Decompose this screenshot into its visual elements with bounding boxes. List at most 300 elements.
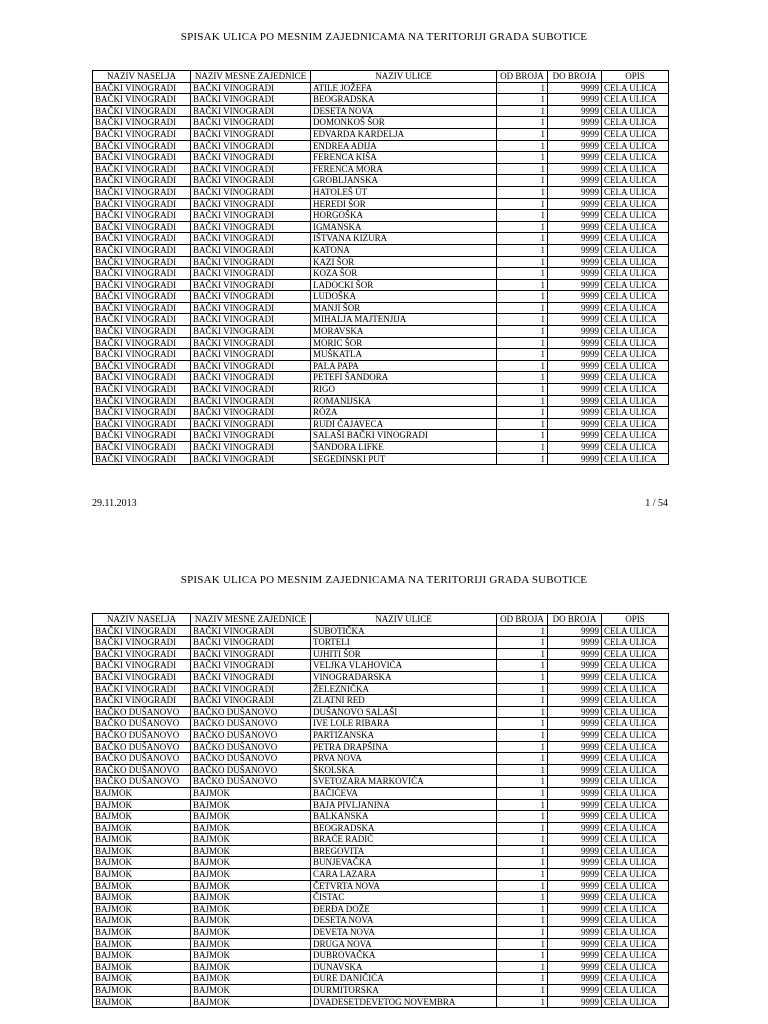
cell-from: 1 bbox=[497, 753, 548, 765]
cell-street: BEOGRADSKA bbox=[311, 822, 497, 834]
table-row bbox=[93, 442, 669, 454]
cell-street: DUBROVAČKA bbox=[311, 950, 497, 962]
cell-from: 1 bbox=[497, 637, 548, 649]
cell-description: CELA ULICA bbox=[602, 453, 669, 465]
table-header-row bbox=[93, 614, 669, 626]
col-header-settlement: NAZIV NASELJA bbox=[93, 614, 191, 626]
cell-community: BAČKI VINOGRADI bbox=[191, 279, 311, 291]
cell-description: CELA ULICA bbox=[602, 407, 669, 419]
cell-description: CELA ULICA bbox=[602, 372, 669, 384]
cell-description: CELA ULICA bbox=[602, 326, 669, 338]
cell-from: 1 bbox=[497, 683, 548, 695]
cell-to: 9999 bbox=[548, 256, 602, 268]
cell-street: HEREDI ŠOR bbox=[311, 198, 497, 210]
cell-settlement: BAJMOK bbox=[93, 915, 191, 927]
cell-settlement: BAČKI VINOGRADI bbox=[93, 221, 191, 233]
cell-to: 9999 bbox=[548, 927, 602, 939]
table-row bbox=[93, 753, 669, 765]
cell-settlement: BAJMOK bbox=[93, 787, 191, 799]
table-row bbox=[93, 302, 669, 314]
cell-from: 1 bbox=[497, 82, 548, 94]
cell-street: RUDI ČAJAVECA bbox=[311, 418, 497, 430]
cell-street: DEVETA NOVA bbox=[311, 927, 497, 939]
cell-description: CELA ULICA bbox=[602, 753, 669, 765]
table-row bbox=[93, 938, 669, 950]
cell-community: BAČKI VINOGRADI bbox=[191, 418, 311, 430]
cell-to: 9999 bbox=[548, 892, 602, 904]
cell-from: 1 bbox=[497, 845, 548, 857]
table-row bbox=[93, 764, 669, 776]
cell-settlement: BAČKI VINOGRADI bbox=[93, 210, 191, 222]
cell-description: CELA ULICA bbox=[602, 729, 669, 741]
table-row bbox=[93, 372, 669, 384]
cell-description: CELA ULICA bbox=[602, 140, 669, 152]
cell-to: 9999 bbox=[548, 695, 602, 707]
cell-to: 9999 bbox=[548, 442, 602, 454]
cell-street: RÓZA bbox=[311, 407, 497, 419]
cell-community: BAJMOK bbox=[191, 973, 311, 985]
cell-settlement: BAČKI VINOGRADI bbox=[93, 418, 191, 430]
cell-from: 1 bbox=[497, 326, 548, 338]
cell-description: CELA ULICA bbox=[602, 845, 669, 857]
cell-description: CELA ULICA bbox=[602, 938, 669, 950]
cell-from: 1 bbox=[497, 453, 548, 465]
table-row bbox=[93, 291, 669, 303]
cell-community: BAČKO DUŠANOVO bbox=[191, 776, 311, 788]
cell-settlement: BAJMOK bbox=[93, 811, 191, 823]
table-row bbox=[93, 811, 669, 823]
cell-community: BAČKI VINOGRADI bbox=[191, 198, 311, 210]
cell-from: 1 bbox=[497, 799, 548, 811]
table-row bbox=[93, 349, 669, 361]
cell-community: BAČKI VINOGRADI bbox=[191, 326, 311, 338]
cell-street: ŽELEZNIČKA bbox=[311, 683, 497, 695]
cell-settlement: BAČKI VINOGRADI bbox=[93, 105, 191, 117]
cell-from: 1 bbox=[497, 105, 548, 117]
cell-settlement: BAČKI VINOGRADI bbox=[93, 337, 191, 349]
cell-description: CELA ULICA bbox=[602, 973, 669, 985]
cell-description: CELA ULICA bbox=[602, 961, 669, 973]
cell-from: 1 bbox=[497, 442, 548, 454]
table-row bbox=[93, 834, 669, 846]
cell-community: BAJMOK bbox=[191, 822, 311, 834]
streets-table bbox=[92, 70, 669, 465]
cell-from: 1 bbox=[497, 880, 548, 892]
cell-from: 1 bbox=[497, 671, 548, 683]
cell-street: LUDOŠKA bbox=[311, 291, 497, 303]
cell-from: 1 bbox=[497, 764, 548, 776]
cell-from: 1 bbox=[497, 314, 548, 326]
cell-from: 1 bbox=[497, 938, 548, 950]
cell-description: CELA ULICA bbox=[602, 302, 669, 314]
cell-to: 9999 bbox=[548, 279, 602, 291]
cell-from: 1 bbox=[497, 94, 548, 106]
cell-settlement: BAČKI VINOGRADI bbox=[93, 128, 191, 140]
table-row bbox=[93, 326, 669, 338]
table-row bbox=[93, 961, 669, 973]
cell-settlement: BAJMOK bbox=[93, 996, 191, 1008]
cell-from: 1 bbox=[497, 787, 548, 799]
cell-street: KAZI ŠOR bbox=[311, 256, 497, 268]
table-row bbox=[93, 880, 669, 892]
cell-street: ENDREA ADIJA bbox=[311, 140, 497, 152]
cell-community: BAJMOK bbox=[191, 938, 311, 950]
cell-to: 9999 bbox=[548, 82, 602, 94]
cell-description: CELA ULICA bbox=[602, 660, 669, 672]
table-row bbox=[93, 869, 669, 881]
cell-from: 1 bbox=[497, 372, 548, 384]
cell-from: 1 bbox=[497, 152, 548, 164]
cell-street: PETRA DRAPŠINA bbox=[311, 741, 497, 753]
cell-from: 1 bbox=[497, 985, 548, 997]
table-row bbox=[93, 950, 669, 962]
table-row bbox=[93, 660, 669, 672]
cell-settlement: BAČKO DUŠANOVO bbox=[93, 718, 191, 730]
cell-community: BAJMOK bbox=[191, 799, 311, 811]
cell-settlement: BAČKI VINOGRADI bbox=[93, 302, 191, 314]
cell-street: ČETVRTA NOVA bbox=[311, 880, 497, 892]
cell-from: 1 bbox=[497, 996, 548, 1008]
cell-street: MORAVSKA bbox=[311, 326, 497, 338]
cell-community: BAČKI VINOGRADI bbox=[191, 244, 311, 256]
cell-description: CELA ULICA bbox=[602, 671, 669, 683]
cell-street: LADOCKI ŠOR bbox=[311, 279, 497, 291]
cell-description: CELA ULICA bbox=[602, 128, 669, 140]
cell-settlement: BAJMOK bbox=[93, 973, 191, 985]
cell-street: SALAŠI BAČKI VINOGRADI bbox=[311, 430, 497, 442]
cell-community: BAČKI VINOGRADI bbox=[191, 349, 311, 361]
cell-to: 9999 bbox=[548, 291, 602, 303]
cell-to: 9999 bbox=[548, 857, 602, 869]
cell-settlement: BAJMOK bbox=[93, 822, 191, 834]
cell-street: VELJKA VLAHOVIĆA bbox=[311, 660, 497, 672]
cell-settlement: BAČKI VINOGRADI bbox=[93, 360, 191, 372]
table-row bbox=[93, 822, 669, 834]
cell-street: DUNAVSKA bbox=[311, 961, 497, 973]
col-header-community: NAZIV MESNE ZAJEDNICE bbox=[191, 71, 311, 83]
cell-settlement: BAČKO DUŠANOVO bbox=[93, 729, 191, 741]
cell-community: BAČKI VINOGRADI bbox=[191, 186, 311, 198]
cell-settlement: BAČKI VINOGRADI bbox=[93, 648, 191, 660]
cell-street: ŠKOLSKA bbox=[311, 764, 497, 776]
cell-settlement: BAJMOK bbox=[93, 903, 191, 915]
col-header-description: OPIS bbox=[602, 71, 669, 83]
cell-description: CELA ULICA bbox=[602, 811, 669, 823]
cell-community: BAČKO DUŠANOVO bbox=[191, 741, 311, 753]
col-header-to: DO BROJA bbox=[548, 614, 602, 626]
cell-from: 1 bbox=[497, 811, 548, 823]
cell-from: 1 bbox=[497, 233, 548, 245]
cell-description: CELA ULICA bbox=[602, 337, 669, 349]
cell-to: 9999 bbox=[548, 961, 602, 973]
cell-community: BAČKI VINOGRADI bbox=[191, 291, 311, 303]
cell-settlement: BAČKI VINOGRADI bbox=[93, 314, 191, 326]
cell-description: CELA ULICA bbox=[602, 695, 669, 707]
cell-street: SEGEDINSKI PUT bbox=[311, 453, 497, 465]
cell-street: ŠANDORA LIFKE bbox=[311, 442, 497, 454]
cell-description: CELA ULICA bbox=[602, 915, 669, 927]
table-row bbox=[93, 395, 669, 407]
cell-to: 9999 bbox=[548, 186, 602, 198]
cell-community: BAČKI VINOGRADI bbox=[191, 105, 311, 117]
cell-description: CELA ULICA bbox=[602, 117, 669, 129]
cell-community: BAJMOK bbox=[191, 845, 311, 857]
cell-from: 1 bbox=[497, 729, 548, 741]
cell-street: KATONA bbox=[311, 244, 497, 256]
cell-from: 1 bbox=[497, 430, 548, 442]
cell-street: PETEFI ŠANDORA bbox=[311, 372, 497, 384]
cell-from: 1 bbox=[497, 695, 548, 707]
streets-table bbox=[92, 613, 669, 1008]
cell-to: 9999 bbox=[548, 764, 602, 776]
cell-street: DESETA NOVA bbox=[311, 105, 497, 117]
cell-settlement: BAČKI VINOGRADI bbox=[93, 695, 191, 707]
cell-settlement: BAČKI VINOGRADI bbox=[93, 94, 191, 106]
table-row bbox=[93, 927, 669, 939]
cell-street: ĐERĐA DOŽE bbox=[311, 903, 497, 915]
cell-from: 1 bbox=[497, 741, 548, 753]
cell-from: 1 bbox=[497, 776, 548, 788]
cell-description: CELA ULICA bbox=[602, 94, 669, 106]
cell-description: CELA ULICA bbox=[602, 360, 669, 372]
cell-community: BAČKI VINOGRADI bbox=[191, 430, 311, 442]
cell-to: 9999 bbox=[548, 210, 602, 222]
cell-from: 1 bbox=[497, 128, 548, 140]
cell-description: CELA ULICA bbox=[602, 152, 669, 164]
cell-street: MIHALJA MAJTENJIJA bbox=[311, 314, 497, 326]
cell-street: BUNJEVAČKA bbox=[311, 857, 497, 869]
cell-to: 9999 bbox=[548, 337, 602, 349]
cell-street: IVE LOLE RIBARA bbox=[311, 718, 497, 730]
cell-description: CELA ULICA bbox=[602, 210, 669, 222]
col-header-from: OD BROJA bbox=[497, 614, 548, 626]
cell-settlement: BAČKI VINOGRADI bbox=[93, 683, 191, 695]
cell-to: 9999 bbox=[548, 175, 602, 187]
cell-settlement: BAČKI VINOGRADI bbox=[93, 82, 191, 94]
cell-from: 1 bbox=[497, 869, 548, 881]
cell-description: CELA ULICA bbox=[602, 799, 669, 811]
cell-description: CELA ULICA bbox=[602, 903, 669, 915]
table-row bbox=[93, 845, 669, 857]
cell-description: CELA ULICA bbox=[602, 233, 669, 245]
cell-from: 1 bbox=[497, 163, 548, 175]
cell-to: 9999 bbox=[548, 973, 602, 985]
cell-settlement: BAČKI VINOGRADI bbox=[93, 163, 191, 175]
cell-settlement: BAJMOK bbox=[93, 834, 191, 846]
cell-to: 9999 bbox=[548, 915, 602, 927]
cell-settlement: BAČKI VINOGRADI bbox=[93, 198, 191, 210]
col-header-settlement: NAZIV NASELJA bbox=[93, 71, 191, 83]
cell-to: 9999 bbox=[548, 938, 602, 950]
table-row bbox=[93, 244, 669, 256]
cell-to: 9999 bbox=[548, 349, 602, 361]
cell-street: ĐURE DANIČIĆA bbox=[311, 973, 497, 985]
table-row bbox=[93, 741, 669, 753]
page-title: SPISAK ULICA PO MESNIM ZAJEDNICAMA NA TERITORIJI GRADA SUBOTICE bbox=[180, 574, 588, 586]
cell-community: BAJMOK bbox=[191, 857, 311, 869]
cell-community: BAČKI VINOGRADI bbox=[191, 117, 311, 129]
table-row bbox=[93, 210, 669, 222]
cell-from: 1 bbox=[497, 244, 548, 256]
cell-street: ZLATNI RED bbox=[311, 695, 497, 707]
table-row bbox=[93, 787, 669, 799]
cell-to: 9999 bbox=[548, 741, 602, 753]
cell-community: BAJMOK bbox=[191, 996, 311, 1008]
cell-description: CELA ULICA bbox=[602, 314, 669, 326]
table-row bbox=[93, 105, 669, 117]
table-row bbox=[93, 892, 669, 904]
cell-community: BAČKI VINOGRADI bbox=[191, 82, 311, 94]
cell-street: FERENCA KIŠA bbox=[311, 152, 497, 164]
table-row bbox=[93, 903, 669, 915]
cell-settlement: BAČKI VINOGRADI bbox=[93, 186, 191, 198]
cell-street: FERENCA MORA bbox=[311, 163, 497, 175]
cell-from: 1 bbox=[497, 822, 548, 834]
cell-to: 9999 bbox=[548, 117, 602, 129]
cell-to: 9999 bbox=[548, 683, 602, 695]
cell-street: HATOLEŠ ÚT bbox=[311, 186, 497, 198]
cell-description: CELA ULICA bbox=[602, 834, 669, 846]
cell-from: 1 bbox=[497, 349, 548, 361]
cell-to: 9999 bbox=[548, 811, 602, 823]
cell-from: 1 bbox=[497, 950, 548, 962]
cell-from: 1 bbox=[497, 648, 548, 660]
cell-community: BAJMOK bbox=[191, 834, 311, 846]
table-row bbox=[93, 799, 669, 811]
cell-to: 9999 bbox=[548, 418, 602, 430]
table-row bbox=[93, 857, 669, 869]
cell-street: VINOGRADARSKA bbox=[311, 671, 497, 683]
table-row bbox=[93, 221, 669, 233]
table-row bbox=[93, 430, 669, 442]
cell-street: ROMANIJSKA bbox=[311, 395, 497, 407]
cell-community: BAJMOK bbox=[191, 811, 311, 823]
cell-community: BAČKI VINOGRADI bbox=[191, 683, 311, 695]
cell-settlement: BAČKI VINOGRADI bbox=[93, 349, 191, 361]
cell-to: 9999 bbox=[548, 718, 602, 730]
table-row bbox=[93, 915, 669, 927]
cell-from: 1 bbox=[497, 418, 548, 430]
cell-street: SUBOTIČKA bbox=[311, 625, 497, 637]
cell-community: BAČKI VINOGRADI bbox=[191, 210, 311, 222]
cell-from: 1 bbox=[497, 718, 548, 730]
cell-street: IŠTVANA KIZURA bbox=[311, 233, 497, 245]
table-row bbox=[93, 360, 669, 372]
table-row bbox=[93, 453, 669, 465]
cell-from: 1 bbox=[497, 834, 548, 846]
cell-street: IGMANSKA bbox=[311, 221, 497, 233]
cell-description: CELA ULICA bbox=[602, 279, 669, 291]
cell-description: CELA ULICA bbox=[602, 105, 669, 117]
cell-description: CELA ULICA bbox=[602, 950, 669, 962]
cell-settlement: BAJMOK bbox=[93, 938, 191, 950]
cell-to: 9999 bbox=[548, 869, 602, 881]
cell-street: PARTIZANSKA bbox=[311, 729, 497, 741]
cell-description: CELA ULICA bbox=[602, 892, 669, 904]
cell-description: CELA ULICA bbox=[602, 787, 669, 799]
cell-from: 1 bbox=[497, 395, 548, 407]
cell-community: BAČKO DUŠANOVO bbox=[191, 706, 311, 718]
cell-community: BAČKI VINOGRADI bbox=[191, 453, 311, 465]
cell-settlement: BAČKI VINOGRADI bbox=[93, 256, 191, 268]
cell-to: 9999 bbox=[548, 996, 602, 1008]
cell-from: 1 bbox=[497, 407, 548, 419]
cell-description: CELA ULICA bbox=[602, 395, 669, 407]
cell-street: KOZA ŠOR bbox=[311, 268, 497, 280]
cell-to: 9999 bbox=[548, 372, 602, 384]
cell-street: SVETOZARA MARKOVIĆA bbox=[311, 776, 497, 788]
cell-street: CARA LAZARA bbox=[311, 869, 497, 881]
table-row bbox=[93, 268, 669, 280]
cell-street: EDVARDA KARDELJA bbox=[311, 128, 497, 140]
table-row bbox=[93, 718, 669, 730]
cell-to: 9999 bbox=[548, 221, 602, 233]
cell-from: 1 bbox=[497, 117, 548, 129]
cell-settlement: BAČKI VINOGRADI bbox=[93, 117, 191, 129]
cell-to: 9999 bbox=[548, 453, 602, 465]
table-row bbox=[93, 152, 669, 164]
cell-to: 9999 bbox=[548, 822, 602, 834]
cell-to: 9999 bbox=[548, 105, 602, 117]
cell-from: 1 bbox=[497, 268, 548, 280]
cell-settlement: BAČKI VINOGRADI bbox=[93, 430, 191, 442]
table-row bbox=[93, 729, 669, 741]
table-row bbox=[93, 94, 669, 106]
cell-description: CELA ULICA bbox=[602, 163, 669, 175]
cell-settlement: BAČKI VINOGRADI bbox=[93, 660, 191, 672]
cell-street: BAČIĆEVA bbox=[311, 787, 497, 799]
table-row bbox=[93, 128, 669, 140]
table-row bbox=[93, 706, 669, 718]
cell-to: 9999 bbox=[548, 326, 602, 338]
cell-description: CELA ULICA bbox=[602, 175, 669, 187]
cell-street: DESETA NOVA bbox=[311, 915, 497, 927]
cell-settlement: BAČKI VINOGRADI bbox=[93, 152, 191, 164]
col-header-description: OPIS bbox=[602, 614, 669, 626]
cell-to: 9999 bbox=[548, 407, 602, 419]
cell-from: 1 bbox=[497, 660, 548, 672]
cell-from: 1 bbox=[497, 291, 548, 303]
cell-description: CELA ULICA bbox=[602, 637, 669, 649]
cell-from: 1 bbox=[497, 198, 548, 210]
cell-community: BAJMOK bbox=[191, 892, 311, 904]
cell-settlement: BAČKI VINOGRADI bbox=[93, 326, 191, 338]
table-row bbox=[93, 418, 669, 430]
cell-to: 9999 bbox=[548, 776, 602, 788]
cell-description: CELA ULICA bbox=[602, 822, 669, 834]
cell-community: BAČKI VINOGRADI bbox=[191, 637, 311, 649]
cell-community: BAJMOK bbox=[191, 950, 311, 962]
cell-community: BAČKI VINOGRADI bbox=[191, 175, 311, 187]
cell-to: 9999 bbox=[548, 163, 602, 175]
col-header-community: NAZIV MESNE ZAJEDNICE bbox=[191, 614, 311, 626]
cell-community: BAČKI VINOGRADI bbox=[191, 163, 311, 175]
cell-community: BAČKI VINOGRADI bbox=[191, 128, 311, 140]
table-row bbox=[93, 384, 669, 396]
cell-street: DVADESETDEVETOG NOVEMBRA bbox=[311, 996, 497, 1008]
cell-from: 1 bbox=[497, 903, 548, 915]
cell-to: 9999 bbox=[548, 834, 602, 846]
cell-community: BAČKI VINOGRADI bbox=[191, 384, 311, 396]
cell-community: BAČKI VINOGRADI bbox=[191, 372, 311, 384]
cell-description: CELA ULICA bbox=[602, 857, 669, 869]
table-body bbox=[93, 82, 669, 465]
cell-community: BAJMOK bbox=[191, 787, 311, 799]
cell-street: PALA PAPA bbox=[311, 360, 497, 372]
cell-to: 9999 bbox=[548, 198, 602, 210]
cell-community: BAJMOK bbox=[191, 927, 311, 939]
table-row bbox=[93, 256, 669, 268]
